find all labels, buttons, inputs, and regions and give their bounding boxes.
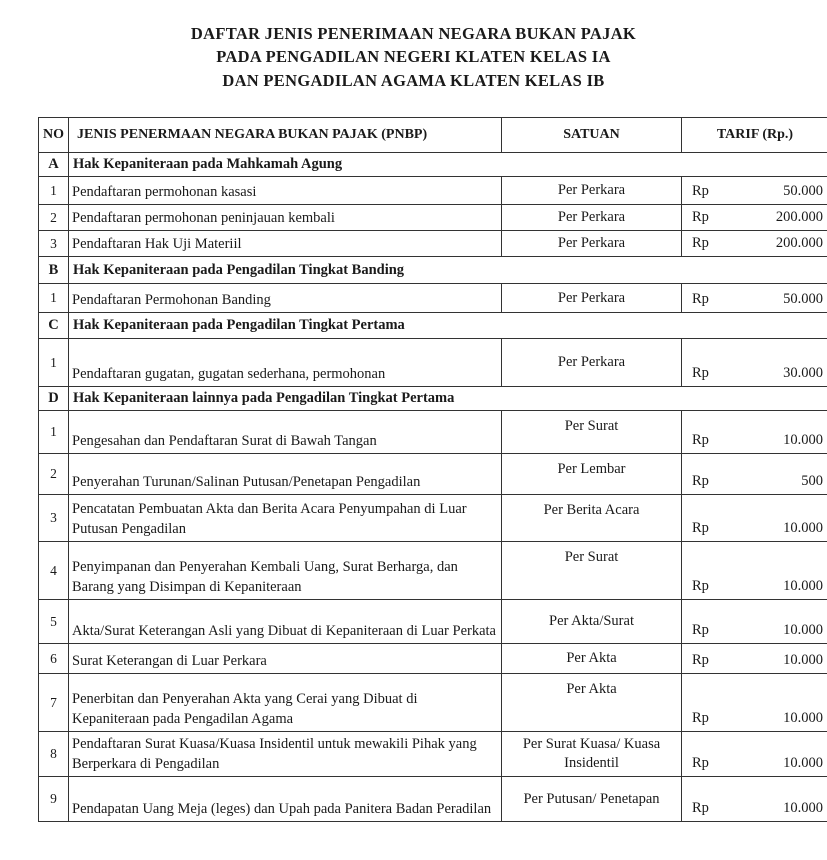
row-satuan: Per Akta/Surat <box>502 600 682 644</box>
tarif-amount: 10.000 <box>783 652 823 668</box>
currency-label: Rp <box>692 578 709 594</box>
tarif-amount: 10.000 <box>783 622 823 638</box>
tarif-amount: 200.000 <box>775 209 823 225</box>
tarif-wrap <box>692 432 823 449</box>
currency-label: Rp <box>692 652 709 668</box>
document-title-line-2: PADA PENGADILAN NEGERI KLATEN KELAS IA <box>216 47 611 66</box>
currency-label: Rp <box>692 365 709 381</box>
row-number: 6 <box>39 644 69 674</box>
document-title-line-1: DAFTAR JENIS PENERIMAAN NEGARA BUKAN PAJAK <box>190 24 637 43</box>
row-satuan: Per Perkara <box>502 339 682 387</box>
table-row <box>39 495 827 542</box>
table-row <box>39 231 827 257</box>
tarif-wrap <box>692 578 823 595</box>
row-satuan: Per Perkara <box>502 177 682 205</box>
table-row <box>39 177 827 205</box>
tarif-wrap <box>692 755 823 772</box>
tarif-wrap <box>692 710 823 727</box>
section-title: Hak Kepaniteraan pada Mahkamah Agung <box>69 153 827 177</box>
row-number: 5 <box>39 600 69 644</box>
row-satuan: Per Putusan/ Penetapan <box>502 777 682 822</box>
tarif-wrap <box>692 800 823 817</box>
row-tarif-cell <box>682 674 827 732</box>
row-jenis: Pendaftaran permohonan kasasi <box>69 177 502 205</box>
row-tarif-cell <box>682 454 827 495</box>
pnbp-table <box>38 117 827 822</box>
header-no: NO <box>39 118 69 153</box>
row-jenis: Penyimpanan dan Penyerahan Kembali Uang, Surat Berharga, dan Barang yang Disimpan di Kepaniteraan <box>69 542 502 600</box>
row-tarif-cell <box>682 205 827 231</box>
table-row <box>39 284 827 313</box>
row-tarif-cell <box>682 732 827 777</box>
row-number: 4 <box>39 542 69 600</box>
table-row <box>39 205 827 231</box>
row-tarif-cell <box>682 339 827 387</box>
table-row <box>39 600 827 644</box>
section-code: D <box>39 387 69 411</box>
currency-label: Rp <box>692 235 709 251</box>
tarif-wrap <box>692 209 823 226</box>
currency-label: Rp <box>692 183 709 199</box>
row-tarif-cell <box>682 411 827 454</box>
table-row <box>39 644 827 674</box>
tarif-wrap <box>692 291 823 308</box>
tarif-amount: 10.000 <box>783 755 823 771</box>
row-tarif-cell <box>682 542 827 600</box>
tarif-amount: 10.000 <box>783 710 823 726</box>
currency-label: Rp <box>692 209 709 225</box>
row-jenis: Pendapatan Uang Meja (leges) dan Upah pada Panitera Badan Peradilan <box>69 777 502 822</box>
row-tarif-cell <box>682 495 827 542</box>
tarif-amount: 30.000 <box>783 365 823 381</box>
table-body <box>39 153 827 822</box>
row-number: 3 <box>39 231 69 257</box>
currency-label: Rp <box>692 755 709 771</box>
table-row <box>39 339 827 387</box>
row-tarif-cell <box>682 644 827 674</box>
row-jenis: Pendaftaran gugatan, gugatan sederhana, permohonan <box>69 339 502 387</box>
tarif-amount: 10.000 <box>783 432 823 448</box>
header-tarif: TARIF (Rp.) <box>682 118 827 153</box>
header-jenis: JENIS PENERMAAN NEGARA BUKAN PAJAK (PNBP) <box>69 118 502 153</box>
tarif-wrap <box>692 520 823 537</box>
section-row <box>39 387 827 411</box>
row-number: 1 <box>39 177 69 205</box>
tarif-amount: 500 <box>801 473 823 489</box>
row-jenis: Pengesahan dan Pendaftaran Surat di Bawah Tangan <box>69 411 502 454</box>
row-satuan: Per Akta <box>502 644 682 674</box>
table-row <box>39 454 827 495</box>
row-jenis: Pendaftaran permohonan peninjauan kembali <box>69 205 502 231</box>
row-jenis: Pencatatan Pembuatan Akta dan Berita Acara Penyumpahan di Luar Putusan Pengadilan <box>69 495 502 542</box>
section-row <box>39 313 827 339</box>
row-satuan: Per Perkara <box>502 231 682 257</box>
tarif-amount: 50.000 <box>783 183 823 199</box>
section-title: Hak Kepaniteraan lainnya pada Pengadilan Tingkat Pertama <box>69 387 827 411</box>
row-number: 7 <box>39 674 69 732</box>
row-tarif-cell <box>682 231 827 257</box>
row-tarif-cell <box>682 284 827 313</box>
row-tarif-cell <box>682 600 827 644</box>
tarif-wrap <box>692 622 823 639</box>
row-satuan: Per Berita Acara <box>502 495 682 542</box>
tarif-amount: 200.000 <box>775 235 823 251</box>
header-satuan: SATUAN <box>502 118 682 153</box>
row-jenis: Pendaftaran Surat Kuasa/Kuasa Insidentil untuk mewakili Pihak yang Berperkara di Pengadilan <box>69 732 502 777</box>
table-row <box>39 674 827 732</box>
section-row <box>39 153 827 177</box>
row-jenis: Penyerahan Turunan/Salinan Putusan/Penetapan Pengadilan <box>69 454 502 495</box>
row-satuan: Per Lembar <box>502 454 682 495</box>
table-row <box>39 411 827 454</box>
row-number: 3 <box>39 495 69 542</box>
section-title: Hak Kepaniteraan pada Pengadilan Tingkat Banding <box>69 257 827 284</box>
row-number: 2 <box>39 454 69 495</box>
row-satuan: Per Perkara <box>502 284 682 313</box>
row-jenis: Penerbitan dan Penyerahan Akta yang Cerai yang Dibuat di Kepaniteraan pada Pengadilan Agama <box>69 674 502 732</box>
row-jenis: Pendaftaran Permohonan Banding <box>69 284 502 313</box>
tarif-amount: 10.000 <box>783 520 823 536</box>
table-row <box>39 732 827 777</box>
tarif-amount: 50.000 <box>783 291 823 307</box>
tarif-wrap <box>692 365 823 382</box>
currency-label: Rp <box>692 291 709 307</box>
row-tarif-cell <box>682 177 827 205</box>
section-code: A <box>39 153 69 177</box>
row-jenis: Surat Keterangan di Luar Perkara <box>69 644 502 674</box>
document-title-line-3: DAN PENGADILAN AGAMA KLATEN KELAS IB <box>222 71 605 90</box>
tarif-wrap <box>692 652 823 669</box>
row-satuan: Per Perkara <box>502 205 682 231</box>
currency-label: Rp <box>692 473 709 489</box>
row-satuan: Per Surat <box>502 542 682 600</box>
section-code: B <box>39 257 69 284</box>
row-number: 1 <box>39 411 69 454</box>
row-jenis: Pendaftaran Hak Uji Materiil <box>69 231 502 257</box>
tarif-wrap <box>692 235 823 252</box>
row-number: 2 <box>39 205 69 231</box>
currency-label: Rp <box>692 710 709 726</box>
row-satuan: Per Surat Kuasa/ Kuasa Insidentil <box>502 732 682 777</box>
row-jenis: Akta/Surat Keterangan Asli yang Dibuat di Kepaniteraan di Luar Perkata <box>69 600 502 644</box>
currency-label: Rp <box>692 520 709 536</box>
row-tarif-cell <box>682 777 827 822</box>
currency-label: Rp <box>692 622 709 638</box>
row-satuan: Per Surat <box>502 411 682 454</box>
row-satuan: Per Akta <box>502 674 682 732</box>
currency-label: Rp <box>692 800 709 816</box>
currency-label: Rp <box>692 432 709 448</box>
table-row <box>39 542 827 600</box>
section-code: C <box>39 313 69 339</box>
table-header-row <box>39 118 827 153</box>
section-title: Hak Kepaniteraan pada Pengadilan Tingkat Pertama <box>69 313 827 339</box>
row-number: 1 <box>39 339 69 387</box>
section-row <box>39 257 827 284</box>
tarif-wrap <box>692 183 823 200</box>
table-row <box>39 777 827 822</box>
row-number: 9 <box>39 777 69 822</box>
row-number: 8 <box>39 732 69 777</box>
tarif-wrap <box>692 473 823 490</box>
tarif-amount: 10.000 <box>783 578 823 594</box>
row-number: 1 <box>39 284 69 313</box>
tarif-amount: 10.000 <box>783 800 823 816</box>
